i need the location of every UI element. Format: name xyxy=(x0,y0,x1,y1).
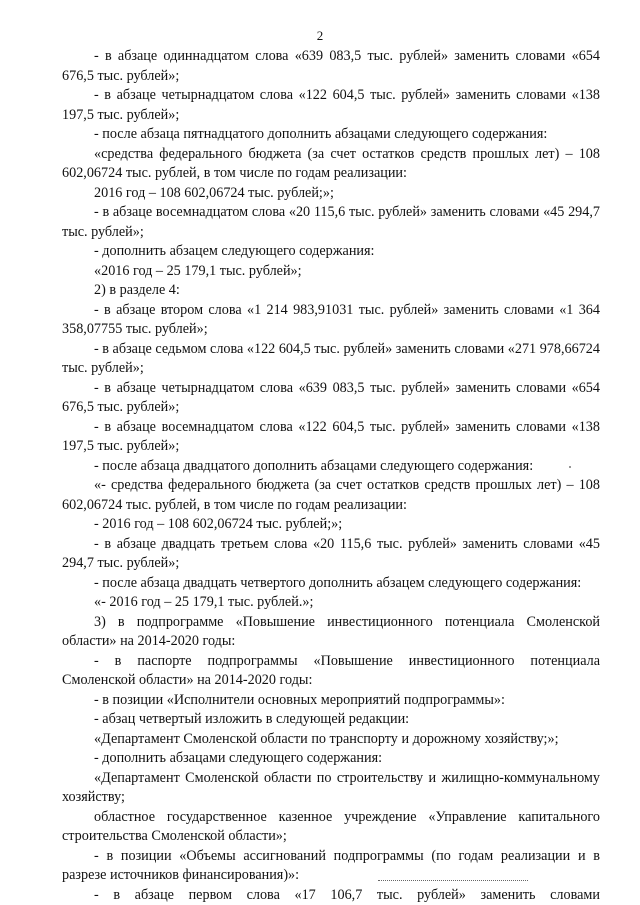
paragraph: - абзац четвертый изложить в следующей редакции: xyxy=(94,711,410,727)
paragraph: - в позиции «Исполнители основных мероприятий подпрограммы»: xyxy=(94,691,505,708)
paragraph: - в паспорте подпрограммы «Повышение инвестиционного потенциала Смоленской области» на 2014-2020 годы: xyxy=(62,652,600,688)
paragraph: - в абзаце четырнадцатом слова «639 083,5 тыс. рублей» заменить словами «654 676,5 тыс. рублей»; xyxy=(62,379,600,415)
paragraph: «Департамент Смоленской области по транспорту и дорожному хозяйству;»; xyxy=(94,730,559,747)
page-number: 2 xyxy=(316,28,324,43)
paragraph: «средства федерального бюджета (за счет остатков средств прошлых лет) – 108 602,06724 тыс. рублей, в том числе по годам реализации: xyxy=(62,145,600,181)
paragraph: 3) в подпрограмме «Повышение инвестиционного потенциала Смоленской области» на 2014-2020 годы: xyxy=(62,613,600,649)
paragraph: - дополнить абзацами следующего содержания: xyxy=(94,750,383,766)
paragraph: - в абзаце втором слова «1 214 983,91031 тыс. рублей» заменить словами «1 364 358,07755 тыс. рублей»; xyxy=(62,301,600,337)
paragraph: областное государственное казенное учреждение «Управление капитального строительства Смоленской области»; xyxy=(62,808,600,844)
scan-speck xyxy=(569,466,571,468)
paragraph: «- средства федерального бюджета (за счет остатков средств прошлых лет) – 108 602,06724 тыс. рублей, в том числе по годам реализации: xyxy=(62,477,600,513)
paragraph: - в абзаце первом слова «17 106,7 тыс. рублей» заменить словами xyxy=(94,886,600,903)
paragraph: - в абзаце одиннадцатом слова «639 083,5 тыс. рублей» заменить словами «654 676,5 тыс. рублей»; xyxy=(62,48,600,84)
paragraph: - после абзаца двадцать четвертого дополнить абзацем следующего содержания: xyxy=(94,574,582,591)
paragraph: - в позиции «Объемы ассигнований подпрограммы (по годам реализации и в разрезе источников финансирования)»: xyxy=(62,847,600,883)
paragraph: - в абзаце восемнадцатом слова «122 604,5 тыс. рублей» заменить словами «138 197,5 тыс. рублей»; xyxy=(62,418,600,454)
paragraph: «Департамент Смоленской области по строительству и жилищно-коммунальному хозяйству; xyxy=(62,769,600,805)
paragraph: «- 2016 год – 25 179,1 тыс. рублей.»; xyxy=(94,594,314,610)
paragraph: - после абзаца двадцатого дополнить абзацами следующего содержания: xyxy=(94,457,534,474)
footer-dotted-line xyxy=(378,880,528,881)
paragraph: 2) в разделе 4: xyxy=(94,282,180,298)
paragraph: - 2016 год – 108 602,06724 тыс. рублей;»; xyxy=(94,516,343,532)
paragraph: 2016 год – 108 602,06724 тыс. рублей;»; xyxy=(94,184,334,201)
paragraph: - в абзаце седьмом слова «122 604,5 тыс. рублей» заменить словами «271 978,66724 тыс. рублей»; xyxy=(62,340,600,376)
document-body xyxy=(62,47,600,905)
paragraph: - после абзаца пятнадцатого дополнить абзацами следующего содержания: xyxy=(94,126,548,142)
paragraph: - дополнить абзацем следующего содержания: xyxy=(94,243,375,259)
paragraph: - в абзаце четырнадцатом слова «122 604,5 тыс. рублей» заменить словами «138 197,5 тыс. рублей»; xyxy=(62,87,600,123)
paragraph: «2016 год – 25 179,1 тыс. рублей»; xyxy=(94,262,302,279)
paragraph: - в абзаце двадцать третьем слова «20 115,6 тыс. рублей» заменить словами «45 294,7 тыс. рублей»; xyxy=(62,535,600,571)
paragraph: - в абзаце восемнадцатом слова «20 115,6 тыс. рублей» заменить словами «45 294,7 тыс. рублей»; xyxy=(62,204,600,240)
